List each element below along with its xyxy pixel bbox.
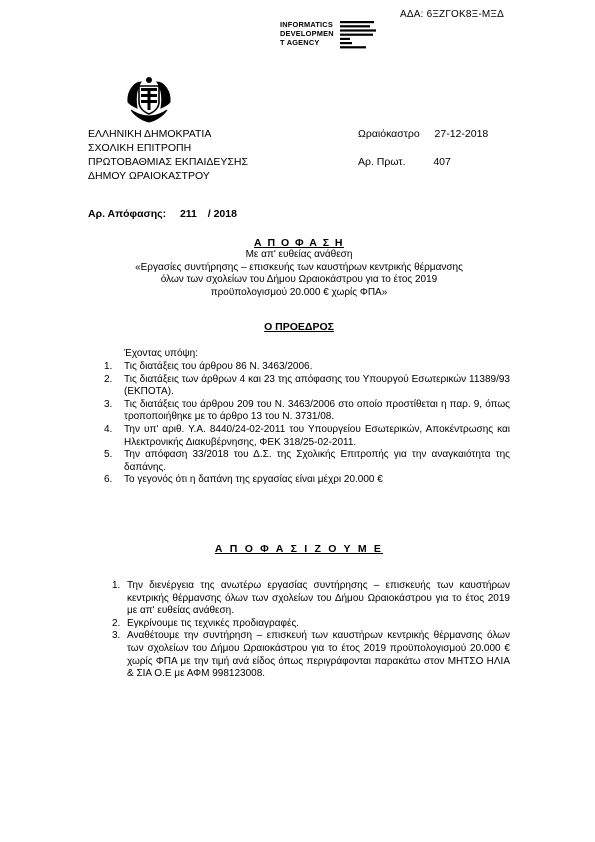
item-number: 1. [104, 361, 113, 372]
ida-line: T AGENCY [280, 38, 320, 47]
decision-number [88, 208, 237, 220]
decisions-list [112, 580, 510, 681]
list-item [104, 361, 510, 374]
place-name: Ωραιόκαστρο [358, 128, 420, 140]
decides-heading: Α Π Ο Φ Α Σ Ι Ζ Ο Υ Μ Ε [214, 543, 384, 555]
list-item [112, 630, 510, 680]
list-item [112, 618, 510, 631]
having-regard-label: Έχοντας υπόψη: [124, 348, 198, 359]
item-number: 5. [104, 449, 113, 461]
ida-line: DEVELOPMEN [280, 29, 334, 38]
item-text: Την απόφαση 33/2018 του Δ.Σ. της Σχολικής Επιτροπής για την αναγκαιότητα της δαπάνης. [124, 449, 510, 473]
ida-line: INFORMATICS [280, 20, 333, 29]
item-text: Τις διατάξεις του άρθρου 209 του Ν. 3463/2006 στο οποίο προστίθεται η παρ. 9, όπως τροποποιήθηκε με το άρθρο 13 του Ν. 3731/08. [124, 398, 510, 423]
decision-number-value: 211 [179, 208, 197, 220]
list-item [104, 374, 510, 399]
list-item [104, 424, 510, 449]
item-number: 2. [112, 617, 121, 629]
issuer-line: ΣΧΟΛΙΚΗ ΕΠΙΤΡΟΠΗ [88, 142, 192, 154]
place-date-block [358, 127, 488, 169]
issuer-line: ΔΗΜΟΥ ΩΡΑΙΟΚΑΣΤΡΟΥ [88, 170, 210, 182]
list-item [112, 580, 510, 618]
greek-state-emblem-icon [123, 74, 175, 126]
issuer-line: ΠΡΩΤΟΒΑΘΜΙΑΣ ΕΚΠΑΙΔΕΥΣΗΣ [88, 156, 248, 168]
ada-code: ΑΔΑ: 6ΞΖΓΟΚ8Ξ-ΜΞΔ [400, 9, 505, 20]
subject-line: Με απ' ευθείας ανάθεση [245, 249, 353, 260]
protocol-label: Αρ. Πρωτ. [358, 156, 406, 168]
decision-year: / 2018 [207, 208, 237, 220]
subject-line: «Εργασίες συντήρησης – επισκευής των καυστήρων κεντρικής θέρμανσης [135, 261, 463, 273]
list-item [104, 449, 510, 474]
subject-block [88, 249, 510, 299]
item-number: 3. [104, 398, 113, 410]
item-text: Το γεγονός ότι η δαπάνη της εργασίας είναι μέχρι 20.000 € [124, 474, 383, 486]
list-item [104, 399, 510, 424]
subject-line: όλων των σχολείων του Δήμου Ωραιοκάστρου για το έτος 2019 [160, 274, 438, 286]
item-number: 4. [104, 423, 113, 435]
document-date: 27-12-2018 [434, 128, 489, 140]
issuer-block [88, 127, 248, 183]
item-number: 6. [104, 474, 113, 486]
ida-small-print-icon [340, 21, 380, 55]
decision-number-label: Αρ. Απόφασης: [88, 208, 167, 220]
item-text: Την υπ' αριθ. Υ.Α. 8440/24-02-2011 του Υπουργείου Εσωτερικών, Αποκέντρωσης και Ηλεκτρονικής Διακυβέρνησης, ΦΕΚ 318/25-02-2011. [124, 423, 510, 448]
considerations-list [104, 361, 510, 487]
protocol-number: 407 [433, 156, 451, 168]
subject-line: προϋπολογισμού 20.000 € χωρίς ΦΠΑ» [210, 286, 388, 298]
item-text: Τις διατάξεις του άρθρου 86 Ν. 3463/2006. [124, 361, 313, 372]
item-text: Την διενέργεια της ανωτέρω εργασίας συντήρησης – επισκευής των καυστήρων κεντρικής θέρμανσης όλων των σχολείων του Δήμου Ωραιοκάστρου για το έτος 2019 με απ' ευθείας ανάθεση. [127, 580, 510, 617]
item-number: 1. [112, 580, 121, 591]
item-text: Τις διατάξεις των άρθρων 4 και 23 της απόφασης του Υπουργού Εσωτερικών 11389/93 (ΕΚΠΟΤΑ). [124, 373, 510, 398]
president-heading: Ο ΠΡΟΕΔΡΟΣ [264, 321, 334, 333]
ida-logo-text [280, 20, 334, 47]
document-title: Α Π Ο Φ Α Σ Η [253, 237, 345, 249]
issuer-line: ΕΛΛΗΝΙΚΗ ΔΗΜΟΚΡΑΤΙΑ [88, 128, 212, 140]
list-item [104, 474, 510, 487]
item-text: Εγκρίνουμε τις τεχνικές προδιαγραφές. [127, 617, 300, 629]
item-number: 3. [112, 630, 121, 642]
item-text: Αναθέτουμε την συντήρηση – επισκευή των καυστήρων κεντρικής θέρμανσης όλων των σχολείων του Δήμου Ωραιοκάστρου για το έτος 2019 προϋπολογισμού 20.000 € χωρίς ΦΠΑ με την τιμή ανά είδος όπως περιγράφονται παρακάτω στον ΜΗΤΣΟ ΗΛΙΑ & ΣΙΑ Ο.Ε με ΑΦΜ 998123008. [127, 630, 510, 680]
item-number: 2. [104, 373, 113, 385]
